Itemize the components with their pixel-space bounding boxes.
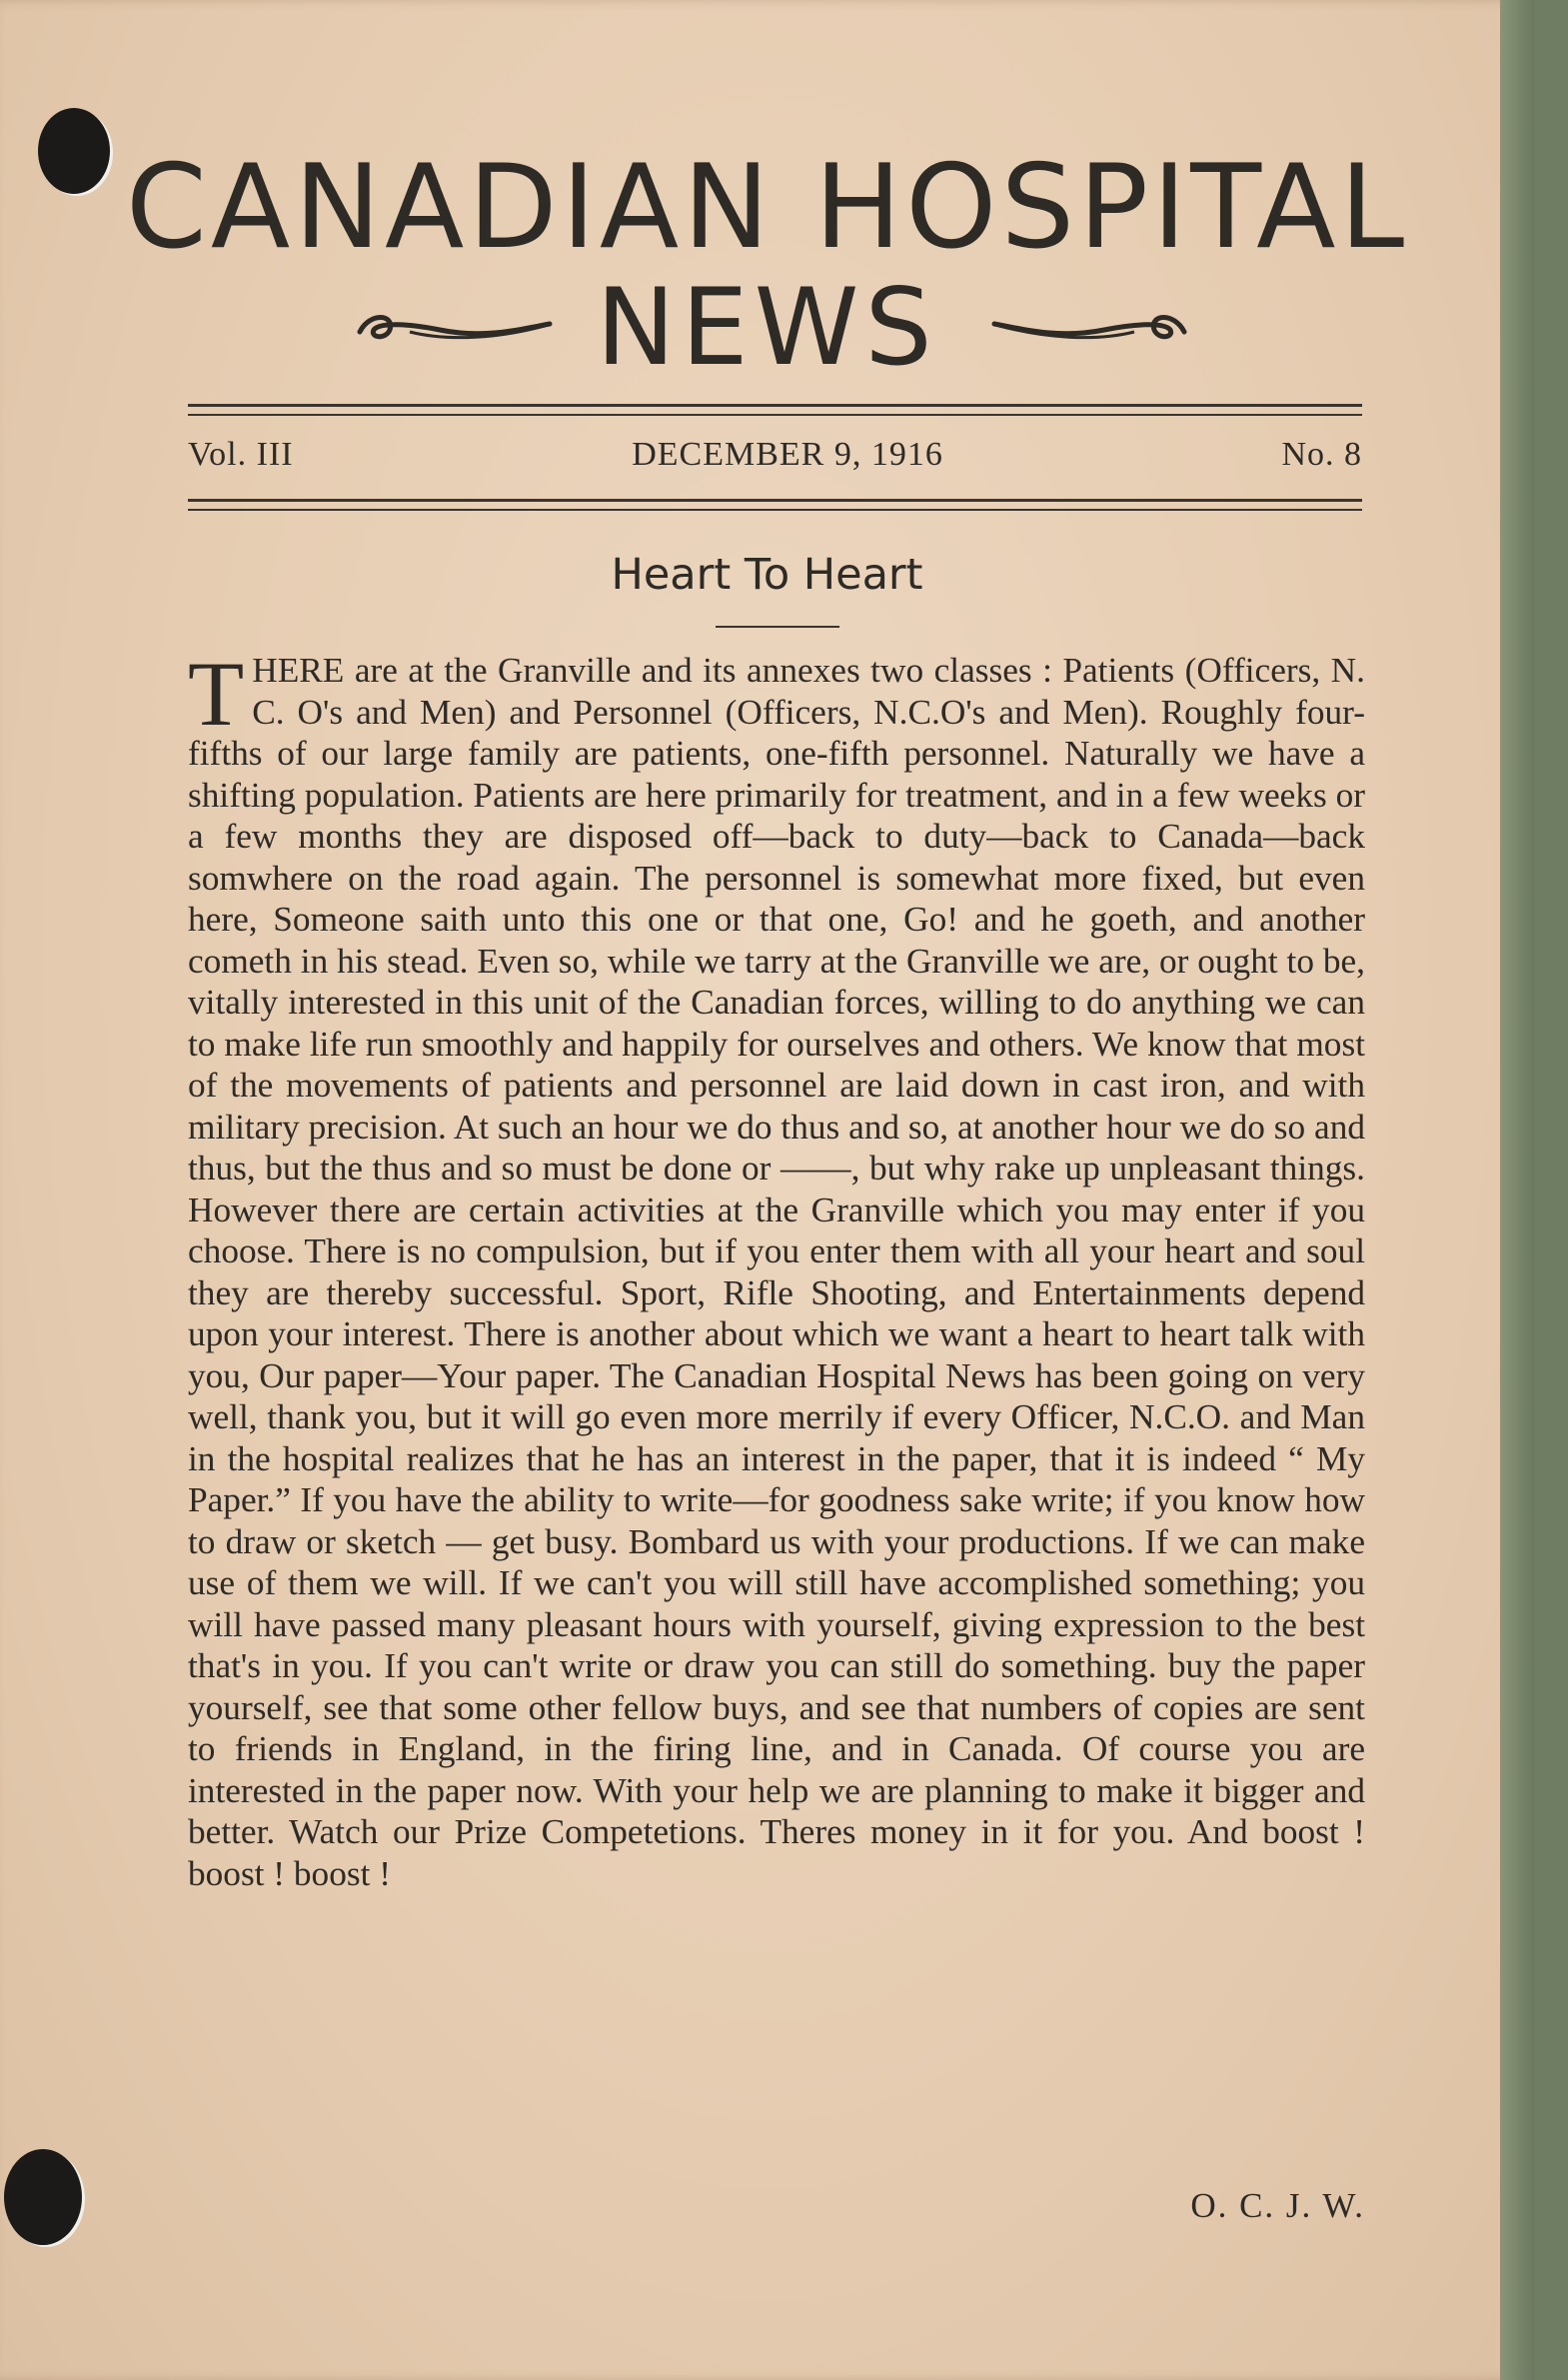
- article-title: Heart To Heart: [611, 550, 923, 600]
- volume-label: Vol. III: [188, 436, 294, 473]
- masthead-title: CANADIAN HOSPITAL: [125, 140, 1409, 275]
- issue-info-row: [188, 436, 1362, 474]
- drop-cap: T: [188, 643, 245, 745]
- punch-hole-bottom: [4, 2149, 82, 2245]
- article-signature: O. C. J. W.: [1190, 2186, 1365, 2225]
- title-underline: [716, 626, 839, 628]
- masthead-rule-top-thin: [188, 414, 1362, 416]
- masthead-rule-top: [188, 404, 1362, 407]
- issue-number: No. 8: [1281, 436, 1362, 473]
- masthead-rule-bottom-thin: [188, 509, 1362, 511]
- issue-date: DECEMBER 9, 1916: [632, 436, 943, 473]
- article-body-text: HERE are at the Granville and its annexes two classes : Patients (Officers, N. C. O's and Men) and Personnel (Officers, N.C.O's and Men). Roughly four-fifths of our large family are patients, one-fifth personnel. Naturally we have a shifting population. Patients are here primarily for treatment, and in a few weeks or a few months they are disposed off—back to duty—back to Canada—back somwhere on the road again. The personnel is somewhat more fixed, but even here, Someone saith unto this one or that one, Go! and he goeth, and another cometh in his stead. Even so, while we tarry at the Granville we are, or ought to be, vitally interested in this unit of the Canadian forces, willing to do anything we can to make life run smoothly and happily for ourselves and others. We know that most of the movements of patients and personnel are laid down in cast iron, and with military precision. At such an hour we do thus and so, at another hour we do so and thus, but the thus and so must be done or ——, but why rake up unpleasant things. However there are certain activities at the Granville which you may enter if you choose. There is no compulsion, but if you enter them with all your heart and soul they are thereby successful. Sport, Rifle Shooting, and Entertainments depend upon your interest. There is another about which we want a heart to heart talk with you, Our paper—Your paper. The Canadian Hospital News has been going on very well, thank you, but it will go even more merrily if every Officer, N.C.O. and Man in the hospital realizes that he has an interest in the paper, that it is indeed “ My Paper.” If you have the ability to write—for goodness sake write; if you know how to draw or sketch — get busy. Bombard us with your productions. If we can make use of them we will. If we can't you will still have accomplished something; you will have passed many pleasant hours with yourself, giving expression to the best that's in you. If you can't write or draw you can still do something. buy the paper yourself, see that some other fellow buys, and see that numbers of copies are sent to friends in England, in the firing line, and in Canada. Of course you are interested in the paper now. With your help we are planning to make it bigger and better. Watch our Prize Competetions. Theres money in it for you. And boost ! boost ! boost !: [188, 651, 1365, 1893]
- article-body: [188, 643, 1365, 1894]
- flourish-right-icon: [984, 302, 1194, 352]
- masthead-subtitle: NEWS: [596, 266, 938, 389]
- masthead-rule-bottom: [188, 499, 1362, 502]
